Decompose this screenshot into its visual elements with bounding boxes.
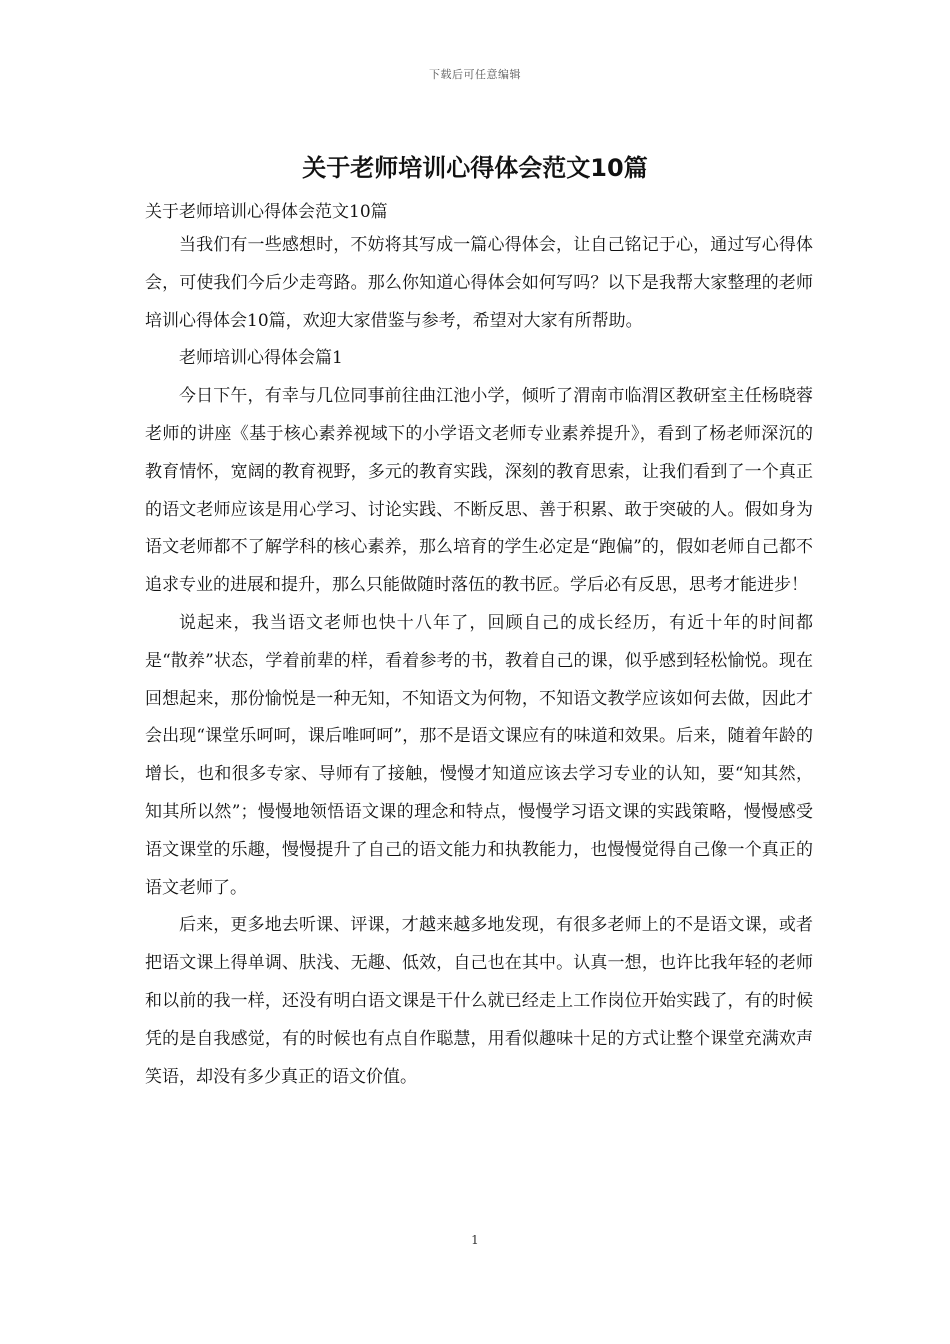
page-number: 1 (471, 1233, 479, 1247)
document-body (145, 197, 813, 1096)
intro-paragraph: 当我们有一些感想时，不妨将其写成一篇心得体会，让自己铭记于心，通过写心得体会，可使我们今后少走弯路。那么你知道心得体会如何写吗？以下是我帮大家整理的老师培训心得体会10篇，欢迎大家借鉴与参考，希望对大家有所帮助。 (145, 235, 813, 331)
document-subtitle: 关于老师培训心得体会范文10篇 (145, 202, 388, 222)
header-note: 下载后可任意编辑 (429, 68, 521, 81)
body-paragraph: 说起来，我当语文老师也快十八年了，回顾自己的成长经历，有近十年的时间都是“散养”状态，学着前辈的样，看着参考的书，教着自己的课，似乎感到轻松愉悦。现在回想起来，那份愉悦是一种无知，不知语文为何物，不知语文教学应该如何去做，因此才会出现“课堂乐呵呵，课后唯呵呵”，那不是语文课应有的味道和效果。后来，随着年龄的增长，也和很多专家、导师有了接触，慢慢才知道应该去学习专业的认知，要“知其然，知其所以然”；慢慢地领悟语文课的理念和特点，慢慢学习语文课的实践策略，慢慢感受语文课堂的乐趣，慢慢提升了自己的语文能力和执教能力，也慢慢觉得自己像一个真正的语文老师了。 (145, 612, 813, 898)
body-paragraph: 后来，更多地去听课、评课，才越来越多地发现，有很多老师上的不是语文课，或者把语文课上得单调、肤浅、无趣、低效，自己也在其中。认真一想，也许比我年轻的老师和以前的我一样，还没有明白语文课是干什么就已经走上工作岗位开始实践了，有的时候凭的是自我感觉，有的时候也有点自作聪慧，用看似趣味十足的方式让整个课堂充满欢声笑语，却没有多少真正的语文价值。 (145, 915, 813, 1087)
body-paragraph: 今日下午，有幸与几位同事前往曲江池小学，倾听了渭南市临渭区教研室主任杨晓蓉老师的讲座《基于核心素养视域下的小学语文老师专业素养提升》，看到了杨老师深沉的教育情怀，宽阔的教育视野，多元的教育实践，深刻的教育思索，让我们看到了一个真正的语文老师应该是用心学习、讨论实践、不断反思、善于积累、敢于突破的人。假如身为语文老师都不了解学科的核心素养，那么培育的学生必定是“跑偏”的，假如老师自己都不追求专业的进展和提升，那么只能做随时落伍的教书匠。学后必有反思，思考才能进步！ (145, 386, 813, 596)
document-title: 关于老师培训心得体会范文10篇 (302, 154, 648, 182)
section-heading: 老师培训心得体会篇1 (179, 348, 343, 369)
